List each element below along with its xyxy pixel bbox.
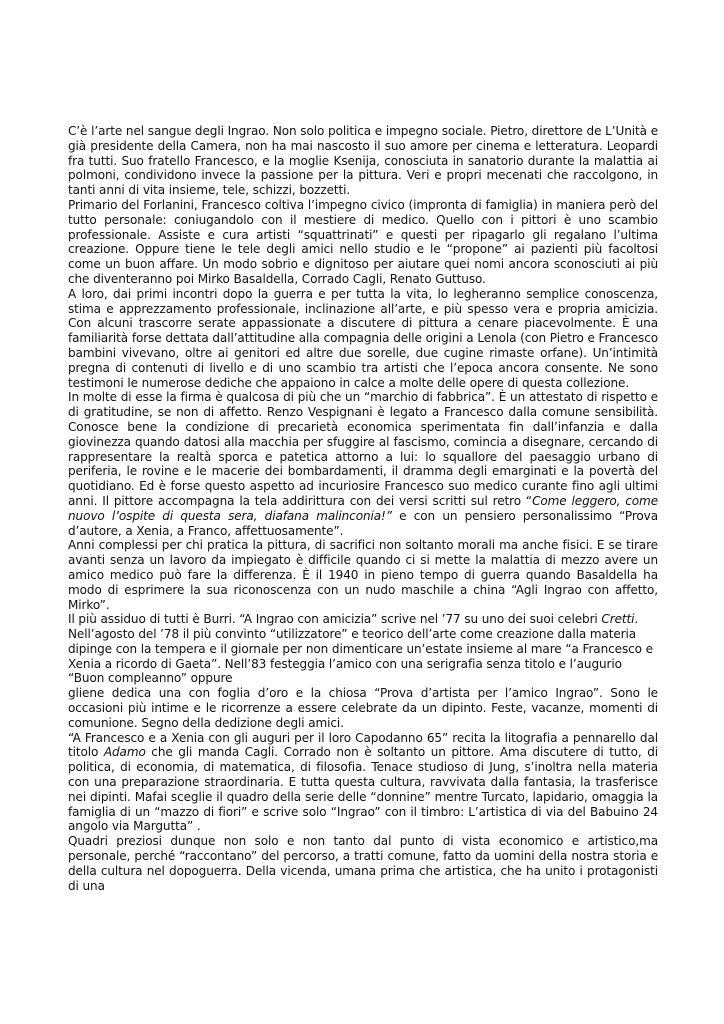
paragraph-text: In molte di esse la firma è qualcosa di più che un “marchio di fabbrica”. È un attestato di rispetto e di gratitudine, se non di affetto. Renzo Vespignani è legato a Francesco dalla comune sensibilità. Conosce bene la condizione di precarietà economica sperimentata fin dall’infanzia e dalla giovinezza quando datosi alla macchia per sfuggire al fascismo, comincia a disegnare, cercando di rappresentare la realtà sporca e patetica attorno a lui: lo squallore del paesaggio urbano di periferia, le rovine e le macerie dei bombardamenti, il dramma degli emarginati e la povertà del quotidiano. Ed è forse questo aspetto ad incuriosire Francesco suo medico curante fino agli ultimi anni. Il pittore accompagna la tela addirittura con dei versi scritti sul retro “ [68,390,658,508]
paragraph-friendship: A loro, dai primi incontri dopo la guerra e per tutta la vita, lo legheranno semplice conoscenza, stima e apprezzamento professionale, inclinazione all’arte, e più spesso vera e propria amicizia. Con alcuni trascorre serate appassionate a discutere di pittura a cenare piacevolmente. È una familiarità forse dettata dall’attitudine alla compagnia delle origini a Lenola (con Pietro e Francesco bambini vivevano, oltre ai genitori ed altre due sorelle, due cugine rimaste orfane). Un’intimità pregna di contenuti di livello e di uno scambio tra artisti che l’epoca ancora consente. Ne sono testimoni le numerose dediche che appaiono in calce a molte delle opere di questa collezione. [68,286,658,390]
paragraph-burri [68,612,658,686]
paragraph-text: . Nell’agosto del ’78 il più convinto “utilizzatore” e teorico dell’arte come creazione dalla materia dipinge con la tempera e il giornale per non dimenticare un’estate insieme al mare “a Francesco e Xenia a ricordo di Gaeta”. Nell’83 festeggia l’amico con una serigrafia senza titolo e l’augurio “Buon compleanno” oppure [68,612,653,686]
artwork-title: Cretti [601,612,635,627]
paragraph-intro: C’è l’arte nel sangue degli Ingrao. Non solo politica e impegno sociale. Pietro, direttore de L’Unità e già presidente della Camera, non ha mai nascosto il suo amore per cinema e letteratura. Leopardi fra tutti. Suo fratello Francesco, e la moglie Ksenija, conosciuta in sanatorio durante la malattia ai polmoni, condividono invece la passione per la pittura. Veri e propri mecenati che raccolgono, in tanti anni di vita insieme, tele, schizzi, bozzetti. [68,124,658,198]
paragraph-vespignani [68,390,658,538]
paragraph-text: che gli manda Cagli. Corrado non è soltanto un pittore. Ama discutere di tutto, di politica, di economia, di matematica, di filosofia. Tenace studioso di Jung, s’inoltra nella materia con una preparazione straordinaria. E tutta questa cultura, ravvivata dalla fantasia, la trasferisce nei dipinti. Mafai sceglie il quadro della serie delle “donnine” mentre Turcato, lapidario, omaggia la famiglia di un “mazzo di fiori” e scrive solo “Ingrao” con il timbro: L’artistica di via del Babuino 24 angolo via Margutta” . [68,745,658,834]
paragraph-text: Il più assiduo di tutti è Burri. “A Ingrao con amicizia” scrive nel ’77 su uno dei suoi celebri [68,612,602,627]
paragraph-occasions: gliene dedica una con foglia d’oro e la chiosa “Prova d’artista per l’amico Ingrao”. Sono le occasioni più intime e le ricorrenze a essere celebrate da un dipinto. Feste, vacanze, momenti di comunione. Segno della dedizione degli amici. [68,686,658,730]
paragraph-conclusion: Quadri preziosi dunque non solo e non tanto dal punto di vista economico e artistico,ma personale, perché “raccontano” del percorso, a tratti comune, fatto da uomini della nostra storia e della cultura nel dopoguerra. Della vicenda, umana prima che artistica, che ha unito i protagonisti di una [68,834,658,893]
artwork-title: Adamo [103,745,146,760]
paragraph-text: e con un pensiero personalissimo “Prova d’autore, a Xenia, a Franco, affettuosamente”. [68,508,658,538]
verse-quote: Come leggero, come nuovo l’ospite di questa sera, diafana malinconia!” [68,493,659,523]
paragraph-forlanini: Primario del Forlanini, Francesco coltiva l’impegno civico (impronta di famiglia) in maniera però del tutto personale: coniugandolo con il mestiere di medico. Quello con i pittori è uno scambio professionale. Assiste e cura artisti “squattrinati” e questi per ripagarlo gli regalano l’ultima creazione. Oppure tiene le tele degli amici nello studio e le “propone” ai pazienti più facoltosi come un buon affare. Un modo sobrio e dignitoso per aiutare quei nomi ancora sconosciuti ai più che diventeranno poi Mirko Basaldella, Corrado Cagli, Renato Guttuso. [68,197,658,286]
paragraph-basaldella: Anni complessi per chi pratica la pittura, di sacrifici non soltanto morali ma anche fisici. E se tirare avanti senza un lavoro da impiegato è difficile quando ci si mette la malattia di mezzo avere un amico medico può fare la differenza. È il 1940 in pieno tempo di guerra quando Basaldella ha modo di esprimere la sua riconoscenza con un nudo maschile a china “Agli Ingrao con affetto, Mirko”. [68,538,658,612]
paragraph-text: “A Francesco e a Xenia con gli auguri per il loro Capodanno 65” recita la litografia a pennarello dal titolo [68,730,658,760]
document-page [68,124,658,893]
paragraph-cagli [68,731,658,835]
